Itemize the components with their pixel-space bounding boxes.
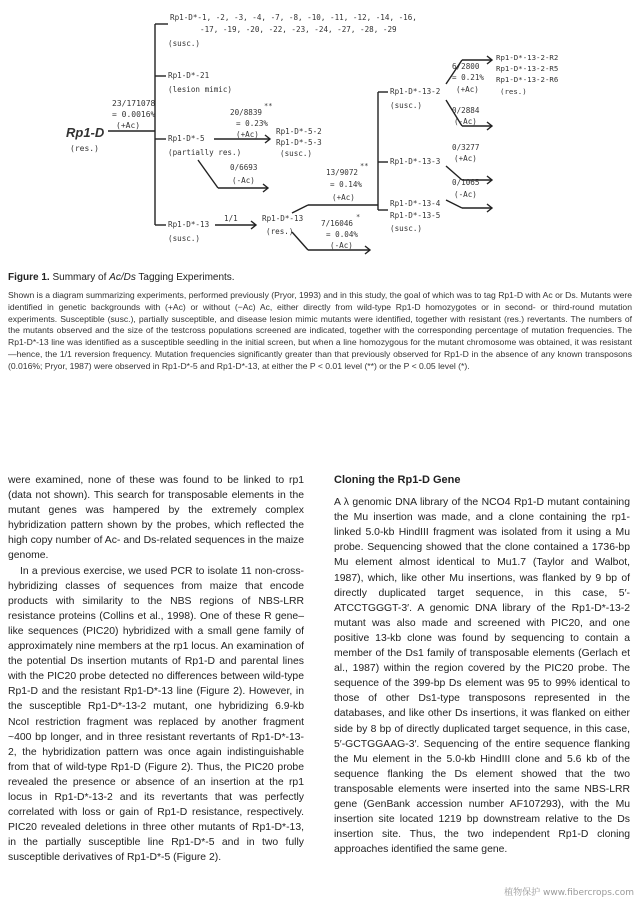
- d132-freq: 6/2800: [452, 62, 480, 71]
- section-heading: Cloning the Rp1-D Gene: [334, 474, 461, 486]
- top-mutant-list-1: Rp1-D*-1, -2, -3, -4, -7, -8, -10, -11, -12, -14, -16,: [170, 13, 417, 22]
- m5-neg-freq: 0/6693: [230, 163, 258, 172]
- d132-neg-ac: (-Ac): [454, 117, 477, 126]
- d133-ac: (+Ac): [454, 154, 477, 163]
- m5-status: (partially res.): [168, 148, 242, 157]
- m13r-sig-mark: **: [360, 162, 369, 170]
- m5-neg-ac: (-Ac): [232, 176, 255, 185]
- root-pct: = 0.0016%: [112, 110, 156, 119]
- d133-label: Rp1-D*-13-3: [390, 157, 441, 166]
- m21-label: Rp1-D*-21: [168, 71, 210, 80]
- revertant-status: (res.): [500, 87, 527, 96]
- m13r-freq: 13/9072: [326, 168, 359, 177]
- root-freq: 23/171078: [112, 99, 156, 108]
- caption-title-c: Tagging Experiments.: [135, 272, 235, 283]
- d135-label: Rp1-D*-13-5: [390, 211, 441, 220]
- m13r-freq2: 7/16046: [321, 219, 354, 228]
- m5-ac: (+Ac): [236, 130, 259, 139]
- root-label: Rp1-D: [66, 125, 105, 140]
- top-status: (susc.): [168, 39, 201, 48]
- m13r-pct2: = 0.04%: [326, 230, 359, 239]
- d132-label: Rp1-D*-13-2: [390, 87, 441, 96]
- d134-freq: 0/1065: [452, 178, 480, 187]
- right-paragraph-1: A λ genomic DNA library of the NCO4 Rp1-D mutant containing the Mu insertion was made, and a clone containing the rp1-linked 5.0-kb HindIII fragment was isolated from it using a Mu probe. Sequencing showed that the clone contained a 1736-bp Mu element almost identical to Mu1.7 (Taylor and Walbot, 1987), which, like other Mu insertions, was flanked by 9 bp of directly duplicated target sequence, in this case, 5′-ATCCTGGGT-3′. A genomic DNA library of the Rp1-D*-13-2 mutant was also made and screened with PIC20, and one positive 13-kb clone was found by sequencing to contain a member of the Ds1 family of transposable elements (Gerlach et al., 1987) within the region covered by the PIC20 probe. The sequence of the 399-bp Ds element was 95 to 99% identical to those of other Ds1-type transposons represented in the databases, and like other Ds insertions, it was flanked on either side by 8 bp of directly duplicated target sequence, in this case, 5′-GCTGGAAG-3′. Sequencing of the entire sequence flanking the Mu element in the 5.0-kb HindIII clone and 5.6 kb of the sequence flanking the Ds element showed that the two transposable elements were inserted into the same NBS-LRR gene (GenBank accession number AF107293), with the Mu insertion site located 1219 bp downstream relative to the Ds insertion site. Thus, the two independent Rp1-D cloning approaches identified the same gene.: [334, 497, 630, 856]
- watermark: 植物保护 www.fibercrops.com: [504, 888, 634, 898]
- m13-status: (susc.): [168, 234, 201, 243]
- m5-label: Rp1-D*-5: [168, 134, 205, 143]
- tagging-experiment-diagram: [0, 0, 640, 268]
- m13r-pct: = 0.14%: [330, 180, 363, 189]
- left-paragraph-2: In a previous exercise, we used PCR to isolate 11 non-cross-hybridizing classes of sequences from maize that encode products with similarity to the NBS regions of NBS-LRR resistance proteins (Collins et al., 1998). One of these R gene–like sequences (PIC20) hybridized with a small gene family of approximately nine members at the rp1 locus. An examination of the potential Ds insertion mutants of Rp1-D and parental lines with the PIC20 probe detected no differences between wild-type Rp1-D and the resistant Rp1-D*-13 line (Figure 2). However, in the susceptible Rp1-D*-13-2 mutant, one hybridizing 6.9-kb NcoI restriction fragment was replaced by another fragment ~400 bp longer, and in three resistant revertants of Rp1-D*-13-2, the hybridization pattern was once again indistinguishable from that of wild-type Rp1-D (Figure 2). Thus, the PIC20 probe revealed the presence or absence of an insertion at the rp1 locus in Rp1-D*-13-2 and its revertants that was perfectly correlated with loss or gain of Rp1-D resistance, respectively. PIC20 revealed deletions in three other mutants of Rp1-D*-13, in the partially susceptible line Rp1-D*-5 and in two fully susceptible derivatives of Rp1-D*-5 (Figure 2).: [8, 565, 304, 864]
- m21-status: (lesion mimic): [168, 85, 233, 94]
- revertant-r6: Rp1-D*-13-2-R6: [496, 75, 559, 84]
- d13x-status: (susc.): [390, 224, 423, 233]
- revertant-r2: Rp1-D*-13-2-R2: [496, 53, 559, 62]
- root-ac: (+Ac): [116, 121, 141, 130]
- top-mutant-list-2: -17, -19, -20, -22, -23, -24, -27, -28, -29: [200, 25, 397, 34]
- m5-derivative-status: (susc.): [280, 149, 313, 158]
- m13-ratio: 1/1: [224, 214, 238, 223]
- right-column: [334, 473, 630, 857]
- caption-title-a: Summary of: [52, 272, 110, 283]
- m5-freq: 20/8839: [230, 108, 263, 117]
- m13r-ac2: (-Ac): [330, 241, 353, 250]
- root-status: (res.): [70, 144, 99, 153]
- m13r-ac: (+Ac): [332, 193, 355, 202]
- m13r-down-diag: [292, 232, 308, 250]
- m13r-label: Rp1-D*-13: [262, 214, 304, 223]
- revertant-r5: Rp1-D*-13-2-R5: [496, 64, 559, 73]
- left-column: [8, 473, 304, 865]
- m13r-sig-mark2: *: [356, 213, 361, 221]
- m5-derivative-3: Rp1-D*-5-3: [276, 138, 322, 147]
- d132-ac: (+Ac): [456, 85, 479, 94]
- figure-label: Figure 1.: [8, 272, 50, 283]
- m5-sig-mark: **: [264, 102, 273, 110]
- caption-title-b: Ac/Ds: [109, 272, 136, 283]
- d133-freq: 0/3277: [452, 143, 480, 152]
- d134-ac: (-Ac): [454, 190, 477, 199]
- m5-pct: = 0.23%: [236, 119, 269, 128]
- d132-status: (susc.): [390, 101, 423, 110]
- figure-caption-title: [8, 272, 632, 283]
- m13-label: Rp1-D*-13: [168, 220, 210, 229]
- d132-pct: = 0.21%: [452, 73, 485, 82]
- m13r-status: (res.): [266, 227, 294, 236]
- m5-neg-diag: [198, 160, 218, 188]
- d134-diag: [446, 200, 462, 208]
- left-paragraph-1: were examined, none of these was found to be linked to rp1 (data not shown). This search for transposable elements in the mutant genes was hampered by the extremely complex hybridization pattern shown by the probes, which reflected the high copy number of Ac- and Ds-related sequences in the maize genome.: [8, 475, 304, 562]
- d132-neg-freq: 0/2884: [452, 106, 480, 115]
- figure-caption-body: Shown is a diagram summarizing experiments, performed previously (Pryor, 1993) and in this study, the goal of which was to tag Rp1-D with Ac or Ds. Mutants were identified in genetic backgrounds with (+Ac) or without (−Ac) Ac, either directly from wild-type Rp1-D homozygotes or in second- or third-round mutation experiments. Susceptible (susc.), partially susceptible, and disease lesion mimic mutants were identified, together with resistant (res.) revertants. The numbers of the mutants observed and the size of the testcross populations screened are indicated, together with the corresponding percentage of mutation frequencies. The Rp1-D*-13 line was identified as a susceptible seedling in the initial screen, but when a line homozygous for the mutant chromosome was obtained, it was resistant—hence, the 1/1 reversion frequency. Mutation frequencies significantly greater than that previously observed for Rp1-D in the absence of any known transposons (0.016%; Pryor, 1987) were observed in Rp1-D*-5 and Rp1-D*-13, at either the P < 0.01 level (**) or the P < 0.05 level (*).: [8, 290, 632, 371]
- d134-label: Rp1-D*-13-4: [390, 199, 441, 208]
- m13r-up-diag: [292, 205, 308, 213]
- m5-derivative-2: Rp1-D*-5-2: [276, 127, 322, 136]
